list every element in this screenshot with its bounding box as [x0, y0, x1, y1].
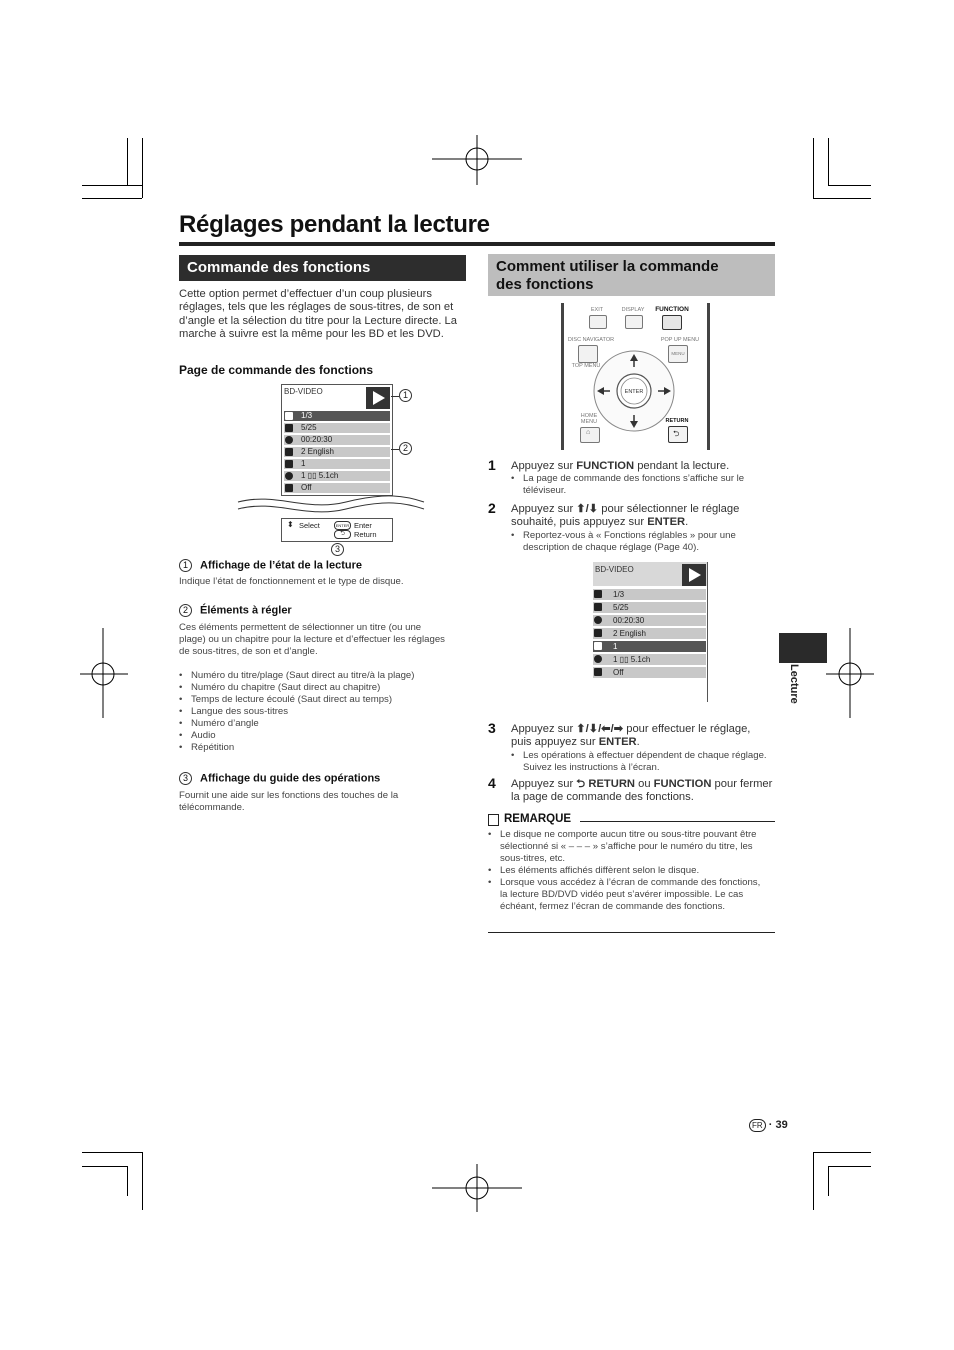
function-button[interactable] — [662, 315, 682, 330]
note-title: REMARQUE — [504, 813, 572, 825]
osd-subheading: Page de commande des fonctions — [179, 363, 374, 377]
title-rule — [179, 242, 775, 246]
item-1-text: Indique l’état de fonctionnement et le type de disque. — [179, 576, 404, 587]
guide-select-label: Select — [299, 521, 320, 530]
note-header — [488, 813, 775, 827]
intro-paragraph: Cette option permet d’effectuer d’un coup plusieurs réglages, tels que les réglages de sous-titres, de son et d’angle et la sélection du titre pour la Lecture directe. La marche à suivre est la même pour les BD et les DVD. — [179, 288, 457, 341]
osd2-row-repeat: Off — [593, 667, 706, 678]
screen-break-lines — [236, 494, 426, 518]
guide-return-label: Return — [354, 530, 377, 539]
callout-line-2 — [391, 449, 399, 450]
list-item: • Lorsque vous accédez à l’écran de commande des fonctions, la lecture BD/DVD vidéo peut s’avérer impossible. Le cas échéant, fermez l’écran de commande des fonctions. — [488, 877, 770, 913]
step-1-notes — [511, 473, 773, 497]
disc-type-label: BD-VIDEO — [284, 387, 323, 396]
chapter-tab-label: Lecture — [788, 664, 800, 704]
osd-row-chapter: 5/25 — [284, 423, 390, 433]
step-1-number: 1 — [488, 457, 496, 473]
return-icon: ⮌ — [673, 429, 680, 438]
callout-3: 3 — [331, 543, 344, 556]
section-heading-text: Commande des fonctions — [187, 259, 371, 276]
note-list — [488, 829, 770, 913]
item-3-title: 3 Affichage du guide des opérations — [179, 772, 380, 785]
disc-navigator-label: DISC NAVIGATOR — [567, 337, 615, 343]
home-menu-label: HOME MENU — [580, 413, 598, 425]
osd2-row-angle: 1 — [593, 641, 706, 652]
step-3-text: Appuyez sur ⬆/⬇/⬅/➡ pour effectuer le réglage, puis appuyez sur ENTER. — [511, 723, 751, 749]
step-2-notes — [511, 530, 773, 554]
adjustable-items-list — [179, 670, 469, 754]
function-control-screen — [281, 384, 393, 496]
exit-label: EXIT — [590, 307, 604, 313]
osd-row-time: 00:20:30 — [284, 435, 390, 445]
disc-type-label-2: BD-VIDEO — [595, 565, 634, 574]
return-label: RETURN — [665, 418, 689, 424]
item-2-text: Ces éléments permettent de sélectionner un titre (ou une plage) ou un chapitre pour la lecture et d’effectuer les réglages de sous-titres, de son et d’angle. — [179, 622, 445, 657]
step-3-notes — [511, 750, 773, 774]
list-item: • Audio — [179, 730, 469, 742]
registration-mark-right — [826, 628, 876, 720]
list-item: • Numéro du chapitre (Saut direct au chapitre) — [179, 682, 469, 694]
operation-guide-box — [281, 518, 393, 542]
item-2-title: 2 Éléments à régler — [179, 604, 292, 617]
list-item: • Les opérations à effectuer dépendent de chaque réglage. Suivez les instructions à l’écran. — [511, 750, 773, 774]
list-item: • Numéro du titre/plage (Saut direct au titre/à la plage) — [179, 670, 469, 682]
page-number: 39 — [775, 1119, 788, 1131]
play-status-icon-2 — [682, 564, 706, 586]
step-3-number: 3 — [488, 720, 496, 736]
return-button-icon: ⮌ — [334, 530, 351, 539]
callout-2: 2 — [399, 442, 412, 455]
callout-1: 1 — [399, 389, 412, 402]
osd-row-audio: 1 ▯▯ 5.1ch — [284, 471, 390, 481]
callout-line-1 — [391, 396, 399, 397]
popup-menu-label: POP UP MENU — [660, 337, 700, 343]
remote-control-illustration — [561, 303, 710, 450]
enter-button-icon: ENTER — [335, 523, 350, 528]
footer-separator: · — [768, 1119, 773, 1131]
osd2-row-title: 1/3 — [593, 589, 706, 600]
top-menu-label: TOP MENU — [571, 363, 601, 369]
osd-row-subtitle: 2 English — [284, 447, 390, 457]
section-heading-commande — [179, 255, 466, 281]
osd-row-repeat: Off — [284, 483, 390, 493]
step-4-number: 4 — [488, 775, 496, 791]
osd2-row-chapter: 5/25 — [593, 602, 706, 613]
step-4-text: Appuyez sur ⮌ RETURN ou FUNCTION pour fermer la page de commande des fonctions. — [511, 778, 773, 804]
step-2-text: Appuyez sur ⬆/⬇ pour sélectionner le réglage souhaité, puis appuyez sur ENTER. — [511, 503, 740, 529]
registration-mark-top — [432, 135, 524, 187]
function-label: FUNCTION — [655, 306, 689, 313]
list-item: • Numéro d’angle — [179, 718, 469, 730]
display-label: DISPLAY — [621, 307, 645, 313]
item-1-title: 1 Affichage de l’état de la lecture — [179, 559, 362, 572]
step-2-number: 2 — [488, 500, 496, 516]
osd2-row-time: 00:20:30 — [593, 615, 706, 626]
osd2-row-subtitle: 2 English — [593, 628, 706, 639]
list-item: • Langue des sous-titres — [179, 706, 469, 718]
page-footer — [749, 1119, 788, 1132]
osd2-row-audio: 1 ▯▯ 5.1ch — [593, 654, 706, 665]
guide-enter-label: Enter — [354, 521, 372, 530]
page-title: Réglages pendant la lecture — [179, 211, 490, 238]
list-item: • Temps de lecture écoulé (Saut direct au temps) — [179, 694, 469, 706]
registration-mark-left — [80, 628, 130, 720]
osd-row-angle: 1 — [284, 459, 390, 469]
function-control-screen-2 — [593, 562, 708, 702]
note-bottom-rule — [488, 932, 775, 933]
list-item: • Le disque ne comporte aucun titre ou sous-titre pouvant être sélectionné si « – – – » s’affiche pour le numéro du titre, les sous-titres, etc. — [488, 829, 770, 865]
list-item: • Reportez-vous à « Fonctions réglables » pour une description de chaque réglage (Page 40). — [511, 530, 773, 554]
step-1-text: Appuyez sur FUNCTION pendant la lecture. — [511, 460, 730, 472]
note-rule — [580, 821, 775, 822]
list-item: • La page de commande des fonctions s’affiche sur le téléviseur. — [511, 473, 773, 497]
section-heading-comment: Comment utiliser la commande des fonctions — [488, 254, 775, 296]
menu-label: MENU — [671, 351, 685, 356]
list-item: • Répétition — [179, 742, 469, 754]
language-badge: FR — [749, 1119, 766, 1132]
exit-button[interactable] — [589, 315, 607, 329]
chapter-tab — [779, 633, 827, 663]
display-button[interactable] — [625, 315, 643, 329]
list-item: • Les éléments affichés diffèrent selon le disque. — [488, 865, 770, 877]
home-icon: ⌂ — [586, 429, 591, 436]
item-3-text: Fournit une aide sur les fonctions des touches de la télécommande. — [179, 790, 399, 813]
osd-row-title: 1/3 — [284, 411, 390, 421]
enter-label: ENTER — [624, 389, 644, 395]
note-icon — [488, 814, 499, 826]
play-status-icon — [366, 387, 390, 409]
up-down-arrow-icon: ⬍ — [287, 520, 294, 529]
registration-mark-bottom — [432, 1164, 524, 1214]
